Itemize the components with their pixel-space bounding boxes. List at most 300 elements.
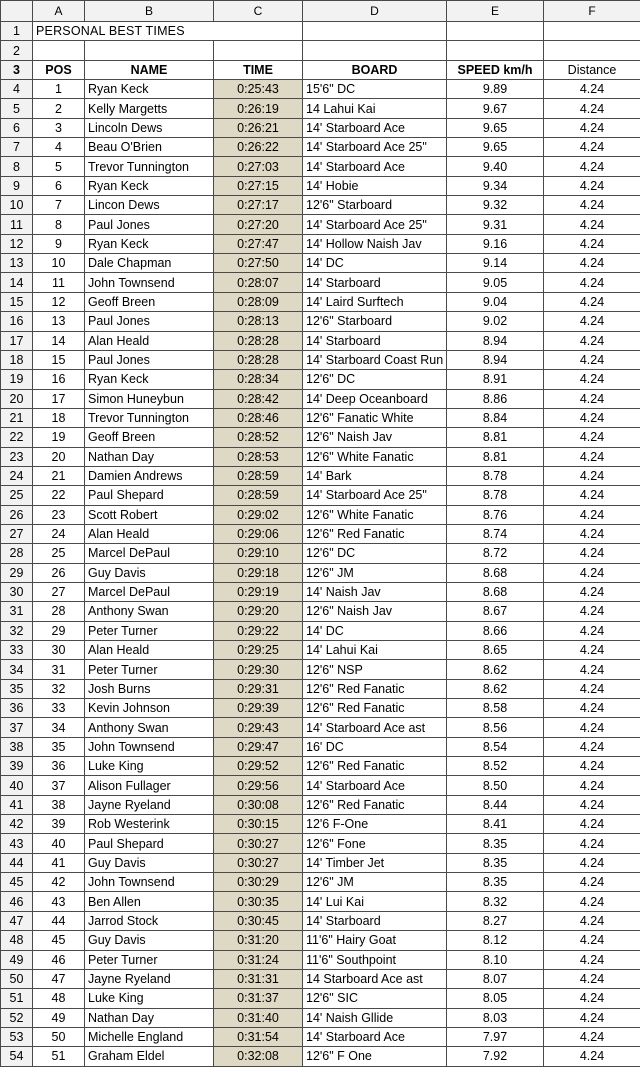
name-cell[interactable]: Kelly Margetts (85, 99, 214, 118)
speed-cell[interactable]: 8.32 (447, 892, 544, 911)
row-number[interactable]: 44 (1, 853, 33, 872)
board-cell[interactable]: 14' Naish Jav (303, 582, 447, 601)
distance-cell[interactable]: 4.24 (544, 292, 640, 311)
board-cell[interactable]: 12'6" Red Fanatic (303, 679, 447, 698)
speed-cell[interactable]: 8.66 (447, 621, 544, 640)
speed-cell[interactable]: 8.78 (447, 486, 544, 505)
name-cell[interactable]: Ryan Keck (85, 234, 214, 253)
board-cell[interactable]: 12'6" F One (303, 1047, 447, 1066)
name-cell[interactable]: Paul Jones (85, 215, 214, 234)
pos-cell[interactable]: 40 (33, 834, 85, 853)
distance-cell[interactable]: 4.24 (544, 989, 640, 1008)
time-cell[interactable]: 0:28:53 (214, 447, 303, 466)
name-cell[interactable]: Ryan Keck (85, 80, 214, 99)
time-cell[interactable]: 0:29:56 (214, 776, 303, 795)
pos-cell[interactable]: 12 (33, 292, 85, 311)
time-cell[interactable]: 0:30:27 (214, 834, 303, 853)
time-cell[interactable]: 0:28:59 (214, 466, 303, 485)
row-number[interactable]: 22 (1, 428, 33, 447)
pos-cell[interactable]: 41 (33, 853, 85, 872)
row-number[interactable]: 6 (1, 118, 33, 137)
time-cell[interactable]: 0:28:46 (214, 408, 303, 427)
row-number[interactable]: 13 (1, 254, 33, 273)
speed-cell[interactable]: 7.97 (447, 1027, 544, 1046)
speed-cell[interactable]: 8.35 (447, 873, 544, 892)
time-cell[interactable]: 0:31:20 (214, 931, 303, 950)
board-cell[interactable]: 15'6" DC (303, 80, 447, 99)
row-number[interactable]: 26 (1, 505, 33, 524)
pos-cell[interactable]: 24 (33, 524, 85, 543)
row-number[interactable]: 52 (1, 1008, 33, 1027)
distance-cell[interactable]: 4.24 (544, 428, 640, 447)
row-number[interactable]: 47 (1, 911, 33, 930)
time-cell[interactable]: 0:31:24 (214, 950, 303, 969)
speed-cell[interactable]: 9.05 (447, 273, 544, 292)
pos-cell[interactable]: 46 (33, 950, 85, 969)
name-cell[interactable]: Luke King (85, 989, 214, 1008)
board-cell[interactable]: 12'6" White Fanatic (303, 447, 447, 466)
distance-cell[interactable]: 4.24 (544, 234, 640, 253)
distance-cell[interactable]: 4.24 (544, 892, 640, 911)
board-cell[interactable]: 14' Starboard Ace 25" (303, 138, 447, 157)
pos-cell[interactable]: 20 (33, 447, 85, 466)
name-cell[interactable]: John Townsend (85, 737, 214, 756)
time-cell[interactable]: 0:30:45 (214, 911, 303, 930)
time-cell[interactable]: 0:28:09 (214, 292, 303, 311)
pos-cell[interactable]: 13 (33, 312, 85, 331)
row-number[interactable]: 25 (1, 486, 33, 505)
name-cell[interactable]: Trevor Tunnington (85, 157, 214, 176)
row-number[interactable]: 15 (1, 292, 33, 311)
name-cell[interactable]: Michelle England (85, 1027, 214, 1046)
pos-cell[interactable]: 35 (33, 737, 85, 756)
speed-cell[interactable]: 8.68 (447, 582, 544, 601)
row-number[interactable]: 4 (1, 80, 33, 99)
row-number[interactable]: 41 (1, 795, 33, 814)
cell[interactable] (544, 41, 640, 60)
distance-cell[interactable]: 4.24 (544, 466, 640, 485)
board-cell[interactable]: 14' Hollow Naish Jav (303, 234, 447, 253)
pos-cell[interactable]: 22 (33, 486, 85, 505)
cell[interactable] (33, 41, 85, 60)
board-cell[interactable]: 14' Starboard (303, 273, 447, 292)
distance-cell[interactable]: 4.24 (544, 718, 640, 737)
distance-cell[interactable]: 4.24 (544, 1008, 640, 1027)
board-cell[interactable]: 14' Deep Oceanboard (303, 389, 447, 408)
distance-cell[interactable]: 4.24 (544, 312, 640, 331)
board-cell[interactable]: 12'6" DC (303, 370, 447, 389)
name-cell[interactable]: Ryan Keck (85, 176, 214, 195)
row-number[interactable]: 29 (1, 563, 33, 582)
distance-cell[interactable]: 4.24 (544, 505, 640, 524)
speed-cell[interactable]: 9.02 (447, 312, 544, 331)
time-cell[interactable]: 0:29:52 (214, 757, 303, 776)
row-number[interactable]: 3 (1, 60, 33, 79)
distance-cell[interactable]: 4.24 (544, 795, 640, 814)
time-cell[interactable]: 0:30:29 (214, 873, 303, 892)
time-cell[interactable]: 0:26:21 (214, 118, 303, 137)
header-board[interactable]: BOARD (303, 60, 447, 79)
speed-cell[interactable]: 8.05 (447, 989, 544, 1008)
row-number[interactable]: 28 (1, 544, 33, 563)
time-cell[interactable]: 0:29:43 (214, 718, 303, 737)
pos-cell[interactable]: 18 (33, 408, 85, 427)
column-header-c[interactable]: C (214, 1, 303, 22)
name-cell[interactable]: Dale Chapman (85, 254, 214, 273)
pos-cell[interactable]: 42 (33, 873, 85, 892)
speed-cell[interactable]: 8.50 (447, 776, 544, 795)
distance-cell[interactable]: 4.24 (544, 118, 640, 137)
time-cell[interactable]: 0:31:31 (214, 969, 303, 988)
distance-cell[interactable]: 4.24 (544, 660, 640, 679)
time-cell[interactable]: 0:29:10 (214, 544, 303, 563)
speed-cell[interactable]: 8.54 (447, 737, 544, 756)
speed-cell[interactable]: 8.35 (447, 834, 544, 853)
board-cell[interactable]: 12'6" Red Fanatic (303, 524, 447, 543)
name-cell[interactable]: Lincon Dews (85, 196, 214, 215)
pos-cell[interactable]: 32 (33, 679, 85, 698)
distance-cell[interactable]: 4.24 (544, 447, 640, 466)
column-header-b[interactable]: B (85, 1, 214, 22)
speed-cell[interactable]: 9.67 (447, 99, 544, 118)
row-number[interactable]: 19 (1, 370, 33, 389)
header-name[interactable]: NAME (85, 60, 214, 79)
pos-cell[interactable]: 5 (33, 157, 85, 176)
distance-cell[interactable]: 4.24 (544, 389, 640, 408)
board-cell[interactable]: 14' Starboard Ace (303, 118, 447, 137)
distance-cell[interactable]: 4.24 (544, 1047, 640, 1066)
board-cell[interactable]: 14' Naish Gllide (303, 1008, 447, 1027)
board-cell[interactable]: 14' Hobie (303, 176, 447, 195)
distance-cell[interactable]: 4.24 (544, 215, 640, 234)
pos-cell[interactable]: 23 (33, 505, 85, 524)
name-cell[interactable]: Anthony Swan (85, 718, 214, 737)
name-cell[interactable]: Kevin Johnson (85, 699, 214, 718)
header-time[interactable]: TIME (214, 60, 303, 79)
pos-cell[interactable]: 15 (33, 350, 85, 369)
row-number[interactable]: 43 (1, 834, 33, 853)
time-cell[interactable]: 0:25:43 (214, 80, 303, 99)
board-cell[interactable]: 12'6" White Fanatic (303, 505, 447, 524)
pos-cell[interactable]: 1 (33, 80, 85, 99)
speed-cell[interactable]: 8.58 (447, 699, 544, 718)
time-cell[interactable]: 0:31:40 (214, 1008, 303, 1027)
pos-cell[interactable]: 45 (33, 931, 85, 950)
name-cell[interactable]: Paul Jones (85, 350, 214, 369)
pos-cell[interactable]: 47 (33, 969, 85, 988)
row-number[interactable]: 49 (1, 950, 33, 969)
speed-cell[interactable]: 8.74 (447, 524, 544, 543)
distance-cell[interactable]: 4.24 (544, 853, 640, 872)
speed-cell[interactable]: 8.12 (447, 931, 544, 950)
select-all-corner[interactable] (1, 1, 33, 22)
row-number[interactable]: 11 (1, 215, 33, 234)
cell[interactable] (85, 41, 214, 60)
name-cell[interactable]: Peter Turner (85, 950, 214, 969)
sheet-title[interactable]: PERSONAL BEST TIMES (33, 22, 303, 41)
speed-cell[interactable]: 7.92 (447, 1047, 544, 1066)
time-cell[interactable]: 0:31:54 (214, 1027, 303, 1046)
pos-cell[interactable]: 21 (33, 466, 85, 485)
time-cell[interactable]: 0:27:03 (214, 157, 303, 176)
board-cell[interactable]: 14' Starboard (303, 911, 447, 930)
pos-cell[interactable]: 36 (33, 757, 85, 776)
pos-cell[interactable]: 3 (33, 118, 85, 137)
distance-cell[interactable]: 4.24 (544, 254, 640, 273)
distance-cell[interactable]: 4.24 (544, 834, 640, 853)
name-cell[interactable]: Alan Heald (85, 331, 214, 350)
board-cell[interactable]: 14' Starboard Coast Run (303, 350, 447, 369)
name-cell[interactable]: Anthony Swan (85, 602, 214, 621)
board-cell[interactable]: 12'6" Naish Jav (303, 602, 447, 621)
pos-cell[interactable]: 26 (33, 563, 85, 582)
time-cell[interactable]: 0:29:25 (214, 641, 303, 660)
speed-cell[interactable]: 8.81 (447, 447, 544, 466)
name-cell[interactable]: Alan Heald (85, 524, 214, 543)
board-cell[interactable]: 14' Starboard Ace (303, 1027, 447, 1046)
cell[interactable] (544, 22, 640, 41)
distance-cell[interactable]: 4.24 (544, 524, 640, 543)
time-cell[interactable]: 0:28:13 (214, 312, 303, 331)
row-number[interactable]: 42 (1, 815, 33, 834)
name-cell[interactable]: Trevor Tunnington (85, 408, 214, 427)
board-cell[interactable]: 14' Starboard Ace 25" (303, 486, 447, 505)
name-cell[interactable]: Guy Davis (85, 563, 214, 582)
name-cell[interactable]: Peter Turner (85, 660, 214, 679)
distance-cell[interactable]: 4.24 (544, 776, 640, 795)
speed-cell[interactable]: 8.03 (447, 1008, 544, 1027)
speed-cell[interactable]: 8.62 (447, 660, 544, 679)
distance-cell[interactable]: 4.24 (544, 563, 640, 582)
time-cell[interactable]: 0:32:08 (214, 1047, 303, 1066)
time-cell[interactable]: 0:28:59 (214, 486, 303, 505)
row-number[interactable]: 34 (1, 660, 33, 679)
speed-cell[interactable]: 8.76 (447, 505, 544, 524)
board-cell[interactable]: 11'6" Hairy Goat (303, 931, 447, 950)
name-cell[interactable]: Marcel DePaul (85, 582, 214, 601)
time-cell[interactable]: 0:27:50 (214, 254, 303, 273)
name-cell[interactable]: Simon Huneybun (85, 389, 214, 408)
distance-cell[interactable]: 4.24 (544, 931, 640, 950)
name-cell[interactable]: Lincoln Dews (85, 118, 214, 137)
distance-cell[interactable]: 4.24 (544, 350, 640, 369)
pos-cell[interactable]: 37 (33, 776, 85, 795)
pos-cell[interactable]: 34 (33, 718, 85, 737)
speed-cell[interactable]: 8.52 (447, 757, 544, 776)
time-cell[interactable]: 0:30:27 (214, 853, 303, 872)
board-cell[interactable]: 14' Starboard Ace (303, 776, 447, 795)
speed-cell[interactable]: 8.10 (447, 950, 544, 969)
distance-cell[interactable]: 4.24 (544, 911, 640, 930)
board-cell[interactable]: 12'6" NSP (303, 660, 447, 679)
pos-cell[interactable]: 6 (33, 176, 85, 195)
distance-cell[interactable]: 4.24 (544, 370, 640, 389)
name-cell[interactable]: Luke King (85, 757, 214, 776)
board-cell[interactable]: 12'6" Starboard (303, 312, 447, 331)
board-cell[interactable]: 16' DC (303, 737, 447, 756)
board-cell[interactable]: 12'6" Red Fanatic (303, 757, 447, 776)
speed-cell[interactable]: 8.44 (447, 795, 544, 814)
row-number[interactable]: 23 (1, 447, 33, 466)
cell[interactable] (447, 41, 544, 60)
speed-cell[interactable]: 9.16 (447, 234, 544, 253)
distance-cell[interactable]: 4.24 (544, 486, 640, 505)
distance-cell[interactable]: 4.24 (544, 757, 640, 776)
board-cell[interactable]: 14 Starboard Ace ast (303, 969, 447, 988)
column-header-f[interactable]: F (544, 1, 640, 22)
distance-cell[interactable]: 4.24 (544, 80, 640, 99)
board-cell[interactable]: 12'6" JM (303, 563, 447, 582)
name-cell[interactable]: Geoff Breen (85, 292, 214, 311)
speed-cell[interactable]: 9.89 (447, 80, 544, 99)
board-cell[interactable]: 14' Starboard Ace ast (303, 718, 447, 737)
row-number[interactable]: 14 (1, 273, 33, 292)
name-cell[interactable]: Marcel DePaul (85, 544, 214, 563)
row-number[interactable]: 51 (1, 989, 33, 1008)
pos-cell[interactable]: 2 (33, 99, 85, 118)
speed-cell[interactable]: 9.14 (447, 254, 544, 273)
column-header-e[interactable]: E (447, 1, 544, 22)
board-cell[interactable]: 12'6" Starboard (303, 196, 447, 215)
row-number[interactable]: 45 (1, 873, 33, 892)
name-cell[interactable]: Josh Burns (85, 679, 214, 698)
board-cell[interactable]: 14' Lahui Kai (303, 641, 447, 660)
row-number[interactable]: 32 (1, 621, 33, 640)
row-number[interactable]: 38 (1, 737, 33, 756)
pos-cell[interactable]: 7 (33, 196, 85, 215)
header-speed[interactable]: SPEED km/h (447, 60, 544, 79)
row-number[interactable]: 7 (1, 138, 33, 157)
time-cell[interactable]: 0:29:47 (214, 737, 303, 756)
board-cell[interactable]: 12'6" DC (303, 544, 447, 563)
name-cell[interactable]: Scott Robert (85, 505, 214, 524)
cell[interactable] (214, 41, 303, 60)
row-number[interactable]: 36 (1, 699, 33, 718)
row-number[interactable]: 27 (1, 524, 33, 543)
row-number[interactable]: 37 (1, 718, 33, 737)
pos-cell[interactable]: 19 (33, 428, 85, 447)
time-cell[interactable]: 0:30:35 (214, 892, 303, 911)
name-cell[interactable]: Nathan Day (85, 1008, 214, 1027)
pos-cell[interactable]: 14 (33, 331, 85, 350)
pos-cell[interactable]: 30 (33, 641, 85, 660)
board-cell[interactable]: 12'6" SIC (303, 989, 447, 1008)
pos-cell[interactable]: 33 (33, 699, 85, 718)
name-cell[interactable]: John Townsend (85, 273, 214, 292)
header-distance[interactable]: Distance (544, 60, 640, 79)
speed-cell[interactable]: 8.84 (447, 408, 544, 427)
board-cell[interactable]: 14' Starboard Ace 25" (303, 215, 447, 234)
board-cell[interactable]: 14' DC (303, 621, 447, 640)
distance-cell[interactable]: 4.24 (544, 331, 640, 350)
speed-cell[interactable]: 8.91 (447, 370, 544, 389)
row-number[interactable]: 24 (1, 466, 33, 485)
distance-cell[interactable]: 4.24 (544, 196, 640, 215)
time-cell[interactable]: 0:29:02 (214, 505, 303, 524)
time-cell[interactable]: 0:27:20 (214, 215, 303, 234)
time-cell[interactable]: 0:26:19 (214, 99, 303, 118)
name-cell[interactable]: Jayne Ryeland (85, 795, 214, 814)
board-cell[interactable]: 14' Timber Jet (303, 853, 447, 872)
row-number[interactable]: 18 (1, 350, 33, 369)
distance-cell[interactable]: 4.24 (544, 1027, 640, 1046)
cell[interactable] (447, 22, 544, 41)
time-cell[interactable]: 0:30:08 (214, 795, 303, 814)
distance-cell[interactable]: 4.24 (544, 621, 640, 640)
name-cell[interactable]: Nathan Day (85, 447, 214, 466)
row-number[interactable]: 54 (1, 1047, 33, 1066)
speed-cell[interactable]: 8.86 (447, 389, 544, 408)
header-pos[interactable]: POS (33, 60, 85, 79)
distance-cell[interactable]: 4.24 (544, 176, 640, 195)
pos-cell[interactable]: 44 (33, 911, 85, 930)
board-cell[interactable]: 12'6" JM (303, 873, 447, 892)
speed-cell[interactable]: 9.31 (447, 215, 544, 234)
name-cell[interactable]: Beau O'Brien (85, 138, 214, 157)
speed-cell[interactable]: 8.56 (447, 718, 544, 737)
pos-cell[interactable]: 28 (33, 602, 85, 621)
time-cell[interactable]: 0:29:19 (214, 582, 303, 601)
distance-cell[interactable]: 4.24 (544, 641, 640, 660)
row-number[interactable]: 5 (1, 99, 33, 118)
speed-cell[interactable]: 8.67 (447, 602, 544, 621)
row-number[interactable]: 17 (1, 331, 33, 350)
time-cell[interactable]: 0:27:17 (214, 196, 303, 215)
row-number[interactable]: 35 (1, 679, 33, 698)
board-cell[interactable]: 12'6" Red Fanatic (303, 699, 447, 718)
row-number[interactable]: 48 (1, 931, 33, 950)
pos-cell[interactable]: 16 (33, 370, 85, 389)
board-cell[interactable]: 14' Starboard (303, 331, 447, 350)
time-cell[interactable]: 0:28:34 (214, 370, 303, 389)
time-cell[interactable]: 0:29:31 (214, 679, 303, 698)
speed-cell[interactable]: 8.94 (447, 350, 544, 369)
board-cell[interactable]: 12'6" Naish Jav (303, 428, 447, 447)
column-header-a[interactable]: A (33, 1, 85, 22)
board-cell[interactable]: 11'6" Southpoint (303, 950, 447, 969)
board-cell[interactable]: 12'6 F-One (303, 815, 447, 834)
pos-cell[interactable]: 43 (33, 892, 85, 911)
pos-cell[interactable]: 50 (33, 1027, 85, 1046)
pos-cell[interactable]: 25 (33, 544, 85, 563)
time-cell[interactable]: 0:28:28 (214, 331, 303, 350)
distance-cell[interactable]: 4.24 (544, 950, 640, 969)
row-number[interactable]: 16 (1, 312, 33, 331)
pos-cell[interactable]: 51 (33, 1047, 85, 1066)
row-number[interactable]: 2 (1, 41, 33, 60)
name-cell[interactable]: Jayne Ryeland (85, 969, 214, 988)
board-cell[interactable]: 12'6" Fone (303, 834, 447, 853)
speed-cell[interactable]: 8.94 (447, 331, 544, 350)
distance-cell[interactable]: 4.24 (544, 408, 640, 427)
time-cell[interactable]: 0:29:18 (214, 563, 303, 582)
name-cell[interactable]: Alan Heald (85, 641, 214, 660)
distance-cell[interactable]: 4.24 (544, 679, 640, 698)
row-number[interactable]: 12 (1, 234, 33, 253)
pos-cell[interactable]: 38 (33, 795, 85, 814)
distance-cell[interactable]: 4.24 (544, 544, 640, 563)
name-cell[interactable]: Peter Turner (85, 621, 214, 640)
name-cell[interactable]: Paul Shepard (85, 834, 214, 853)
time-cell[interactable]: 0:29:22 (214, 621, 303, 640)
name-cell[interactable]: Alison Fullager (85, 776, 214, 795)
name-cell[interactable]: Ben Allen (85, 892, 214, 911)
name-cell[interactable]: Damien Andrews (85, 466, 214, 485)
time-cell[interactable]: 0:28:52 (214, 428, 303, 447)
column-header-d[interactable]: D (303, 1, 447, 22)
row-number[interactable]: 53 (1, 1027, 33, 1046)
cell[interactable] (303, 41, 447, 60)
